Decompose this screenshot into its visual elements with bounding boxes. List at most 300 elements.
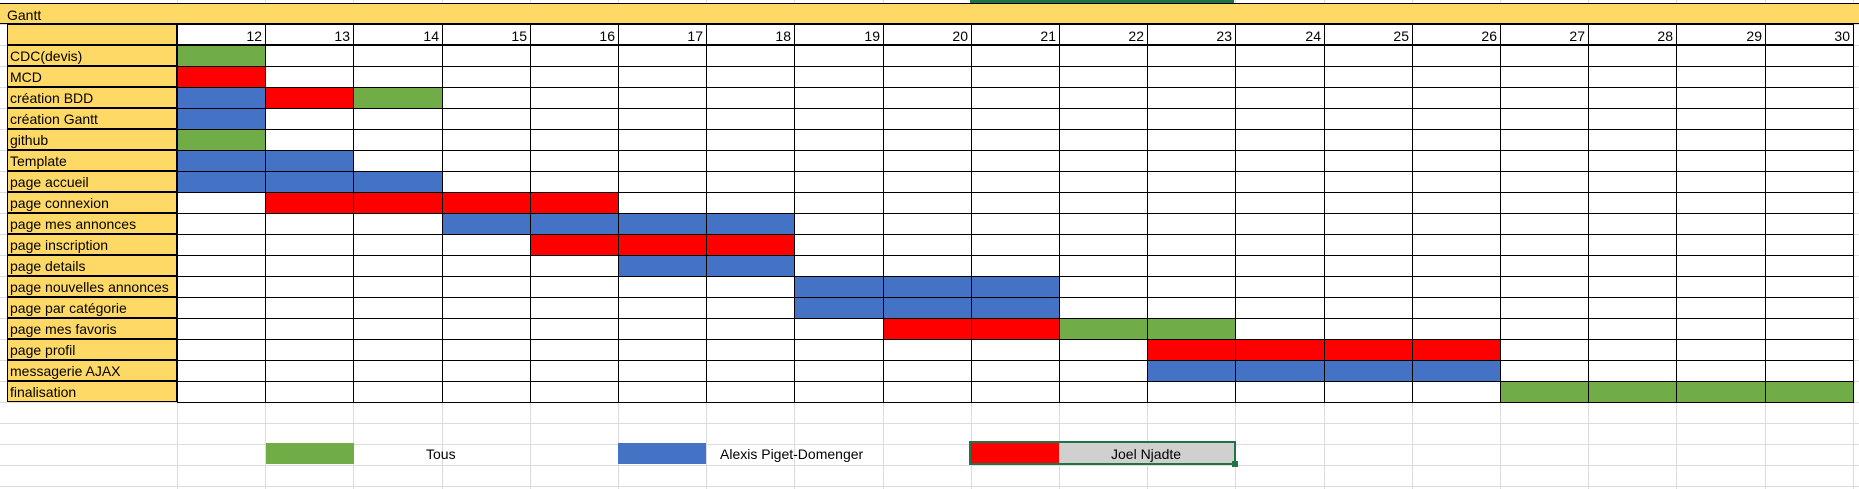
task-label-cell[interactable] [7, 192, 177, 213]
gantt-empty-cell[interactable] [1676, 213, 1766, 235]
day-header-25[interactable] [1324, 24, 1413, 45]
gantt-bar-cell[interactable] [618, 213, 707, 235]
gantt-empty-cell[interactable] [177, 318, 266, 340]
task-label-cell[interactable] [7, 339, 177, 360]
gantt-bar-cell[interactable] [706, 234, 795, 256]
gantt-empty-cell[interactable] [618, 108, 707, 130]
task-label-cell[interactable] [7, 318, 177, 339]
gantt-empty-cell[interactable] [1676, 276, 1766, 298]
gantt-empty-cell[interactable] [177, 234, 266, 256]
gantt-bar-cell[interactable] [177, 108, 266, 130]
gantt-empty-cell[interactable] [1588, 339, 1677, 361]
gantt-empty-cell[interactable] [1676, 87, 1766, 109]
gantt-empty-cell[interactable] [1324, 150, 1413, 172]
gantt-empty-cell[interactable] [1765, 66, 1854, 88]
gantt-empty-cell[interactable] [706, 360, 795, 382]
gantt-empty-cell[interactable] [706, 45, 795, 67]
gantt-empty-cell[interactable] [1500, 360, 1589, 382]
gantt-empty-cell[interactable] [442, 234, 531, 256]
gantt-empty-cell[interactable] [1676, 192, 1766, 214]
gantt-empty-cell[interactable] [1676, 255, 1766, 277]
gantt-empty-cell[interactable] [1059, 129, 1148, 151]
gantt-bar-cell[interactable] [618, 255, 707, 277]
gantt-empty-cell[interactable] [1676, 108, 1766, 130]
gantt-empty-cell[interactable] [706, 339, 795, 361]
gantt-empty-cell[interactable] [1765, 171, 1854, 193]
day-header-26[interactable] [1412, 24, 1501, 45]
gantt-empty-cell[interactable] [1324, 129, 1413, 151]
gantt-empty-cell[interactable] [1676, 360, 1766, 382]
gantt-empty-cell[interactable] [1500, 213, 1589, 235]
gantt-empty-cell[interactable] [442, 276, 531, 298]
gantt-empty-cell[interactable] [1235, 45, 1325, 67]
gantt-empty-cell[interactable] [706, 192, 795, 214]
gantt-empty-cell[interactable] [1412, 171, 1501, 193]
gantt-bar-cell[interactable] [1412, 339, 1501, 361]
gantt-empty-cell[interactable] [530, 129, 619, 151]
gantt-bar-cell[interactable] [1412, 360, 1501, 382]
gantt-empty-cell[interactable] [1588, 297, 1677, 319]
gantt-empty-cell[interactable] [1324, 171, 1413, 193]
gantt-empty-cell[interactable] [706, 108, 795, 130]
gantt-empty-cell[interactable] [1765, 318, 1854, 340]
gantt-bar-cell[interactable] [1147, 318, 1236, 340]
gantt-empty-cell[interactable] [442, 318, 531, 340]
gantt-empty-cell[interactable] [618, 360, 707, 382]
gantt-empty-cell[interactable] [794, 360, 884, 382]
gantt-empty-cell[interactable] [1147, 192, 1236, 214]
gantt-empty-cell[interactable] [618, 87, 707, 109]
gantt-empty-cell[interactable] [883, 171, 972, 193]
gantt-empty-cell[interactable] [618, 381, 707, 403]
gantt-empty-cell[interactable] [1765, 360, 1854, 382]
gantt-empty-cell[interactable] [1324, 108, 1413, 130]
task-label-cell[interactable] [7, 108, 177, 129]
gantt-empty-cell[interactable] [1235, 318, 1325, 340]
gantt-bar-cell[interactable] [1588, 381, 1677, 403]
gantt-bar-cell[interactable] [706, 213, 795, 235]
gantt-empty-cell[interactable] [265, 108, 354, 130]
gantt-empty-cell[interactable] [1412, 45, 1501, 67]
day-header-16[interactable] [530, 24, 619, 45]
gantt-empty-cell[interactable] [442, 129, 531, 151]
task-label-cell[interactable] [7, 297, 177, 318]
day-header-23[interactable] [1147, 24, 1236, 45]
gantt-empty-cell[interactable] [1059, 87, 1148, 109]
header-corner-cell[interactable] [7, 24, 177, 45]
gantt-empty-cell[interactable] [1147, 171, 1236, 193]
gantt-empty-cell[interactable] [1676, 45, 1766, 67]
gantt-bar-cell[interactable] [1147, 339, 1236, 361]
gantt-empty-cell[interactable] [1147, 276, 1236, 298]
gantt-empty-cell[interactable] [442, 297, 531, 319]
gantt-empty-cell[interactable] [353, 276, 443, 298]
gantt-empty-cell[interactable] [1765, 150, 1854, 172]
gantt-empty-cell[interactable] [530, 45, 619, 67]
gantt-empty-cell[interactable] [530, 87, 619, 109]
gantt-empty-cell[interactable] [794, 45, 884, 67]
gantt-empty-cell[interactable] [265, 45, 354, 67]
gantt-empty-cell[interactable] [971, 255, 1060, 277]
gantt-empty-cell[interactable] [706, 171, 795, 193]
gantt-empty-cell[interactable] [353, 108, 443, 130]
gantt-empty-cell[interactable] [1235, 171, 1325, 193]
gantt-bar-cell[interactable] [618, 234, 707, 256]
gantt-empty-cell[interactable] [1765, 87, 1854, 109]
gantt-empty-cell[interactable] [1235, 255, 1325, 277]
day-header-22[interactable] [1059, 24, 1148, 45]
gantt-empty-cell[interactable] [1500, 108, 1589, 130]
gantt-empty-cell[interactable] [794, 171, 884, 193]
gantt-empty-cell[interactable] [1235, 213, 1325, 235]
gantt-empty-cell[interactable] [1147, 381, 1236, 403]
gantt-empty-cell[interactable] [1059, 108, 1148, 130]
gantt-empty-cell[interactable] [353, 129, 443, 151]
gantt-empty-cell[interactable] [618, 66, 707, 88]
gantt-empty-cell[interactable] [1412, 66, 1501, 88]
gantt-empty-cell[interactable] [442, 66, 531, 88]
gantt-empty-cell[interactable] [442, 108, 531, 130]
gantt-bar-cell[interactable] [177, 87, 266, 109]
gantt-empty-cell[interactable] [706, 150, 795, 172]
gantt-empty-cell[interactable] [794, 318, 884, 340]
gantt-empty-cell[interactable] [883, 360, 972, 382]
day-header-13[interactable] [265, 24, 354, 45]
gantt-empty-cell[interactable] [1765, 276, 1854, 298]
gantt-empty-cell[interactable] [618, 129, 707, 151]
gantt-empty-cell[interactable] [177, 276, 266, 298]
gantt-empty-cell[interactable] [265, 129, 354, 151]
gantt-empty-cell[interactable] [1412, 87, 1501, 109]
gantt-empty-cell[interactable] [706, 297, 795, 319]
gantt-empty-cell[interactable] [971, 45, 1060, 67]
gantt-empty-cell[interactable] [442, 381, 531, 403]
gantt-empty-cell[interactable] [442, 360, 531, 382]
gantt-empty-cell[interactable] [177, 339, 266, 361]
task-label-cell[interactable] [7, 171, 177, 192]
gantt-empty-cell[interactable] [1676, 66, 1766, 88]
gantt-empty-cell[interactable] [1500, 276, 1589, 298]
gantt-empty-cell[interactable] [1059, 192, 1148, 214]
gantt-empty-cell[interactable] [1147, 87, 1236, 109]
gantt-bar-cell[interactable] [794, 297, 884, 319]
gantt-empty-cell[interactable] [442, 87, 531, 109]
gantt-empty-cell[interactable] [530, 276, 619, 298]
task-label-cell[interactable] [7, 381, 177, 402]
gantt-empty-cell[interactable] [794, 150, 884, 172]
gantt-empty-cell[interactable] [442, 45, 531, 67]
gantt-empty-cell[interactable] [1500, 87, 1589, 109]
gantt-empty-cell[interactable] [1500, 129, 1589, 151]
gantt-bar-cell[interactable] [177, 66, 266, 88]
day-header-30[interactable] [1765, 24, 1854, 45]
day-header-12[interactable] [177, 24, 266, 45]
gantt-empty-cell[interactable] [177, 192, 266, 214]
gantt-empty-cell[interactable] [883, 129, 972, 151]
gantt-empty-cell[interactable] [1324, 87, 1413, 109]
gantt-empty-cell[interactable] [1059, 381, 1148, 403]
gantt-empty-cell[interactable] [1412, 108, 1501, 130]
day-header-27[interactable] [1500, 24, 1589, 45]
gantt-empty-cell[interactable] [1412, 129, 1501, 151]
gantt-empty-cell[interactable] [1324, 234, 1413, 256]
gantt-empty-cell[interactable] [1059, 213, 1148, 235]
gantt-bar-cell[interactable] [1500, 381, 1589, 403]
day-header-20[interactable] [883, 24, 972, 45]
gantt-empty-cell[interactable] [794, 108, 884, 130]
gantt-empty-cell[interactable] [1412, 213, 1501, 235]
gantt-empty-cell[interactable] [1500, 66, 1589, 88]
gantt-empty-cell[interactable] [1059, 171, 1148, 193]
task-label-cell[interactable] [7, 360, 177, 381]
gantt-empty-cell[interactable] [1588, 108, 1677, 130]
gantt-empty-cell[interactable] [1765, 192, 1854, 214]
gantt-empty-cell[interactable] [265, 318, 354, 340]
gantt-empty-cell[interactable] [1676, 150, 1766, 172]
gantt-empty-cell[interactable] [265, 213, 354, 235]
task-label-cell[interactable] [7, 255, 177, 276]
gantt-bar-cell[interactable] [265, 192, 354, 214]
day-header-28[interactable] [1588, 24, 1677, 45]
gantt-empty-cell[interactable] [1765, 234, 1854, 256]
selected-cell-range[interactable] [969, 441, 1236, 465]
gantt-empty-cell[interactable] [1588, 255, 1677, 277]
day-header-15[interactable] [442, 24, 531, 45]
fill-handle[interactable] [1232, 461, 1238, 467]
gantt-empty-cell[interactable] [618, 276, 707, 298]
gantt-empty-cell[interactable] [1676, 129, 1766, 151]
gantt-empty-cell[interactable] [1412, 150, 1501, 172]
gantt-bar-cell[interactable] [883, 318, 972, 340]
gantt-empty-cell[interactable] [618, 339, 707, 361]
gantt-empty-cell[interactable] [883, 234, 972, 256]
gantt-bar-cell[interactable] [1324, 339, 1413, 361]
gantt-empty-cell[interactable] [353, 66, 443, 88]
gantt-empty-cell[interactable] [442, 339, 531, 361]
gantt-empty-cell[interactable] [618, 318, 707, 340]
gantt-bar-cell[interactable] [530, 234, 619, 256]
gantt-empty-cell[interactable] [265, 339, 354, 361]
gantt-empty-cell[interactable] [530, 255, 619, 277]
gantt-empty-cell[interactable] [265, 234, 354, 256]
gantt-bar-cell[interactable] [530, 213, 619, 235]
gantt-empty-cell[interactable] [353, 213, 443, 235]
gantt-empty-cell[interactable] [1059, 150, 1148, 172]
gantt-bar-cell[interactable] [971, 276, 1060, 298]
day-header-19[interactable] [794, 24, 884, 45]
gantt-empty-cell[interactable] [1500, 45, 1589, 67]
gantt-empty-cell[interactable] [1147, 45, 1236, 67]
gantt-empty-cell[interactable] [1235, 381, 1325, 403]
gantt-empty-cell[interactable] [1588, 192, 1677, 214]
day-header-18[interactable] [706, 24, 795, 45]
gantt-empty-cell[interactable] [971, 234, 1060, 256]
task-label-cell[interactable] [7, 276, 177, 297]
gantt-empty-cell[interactable] [1235, 66, 1325, 88]
gantt-empty-cell[interactable] [353, 297, 443, 319]
gantt-empty-cell[interactable] [971, 192, 1060, 214]
gantt-empty-cell[interactable] [1147, 66, 1236, 88]
gantt-empty-cell[interactable] [1059, 255, 1148, 277]
gantt-bar-cell[interactable] [1324, 360, 1413, 382]
gantt-empty-cell[interactable] [353, 150, 443, 172]
gantt-empty-cell[interactable] [971, 360, 1060, 382]
gantt-empty-cell[interactable] [1765, 129, 1854, 151]
gantt-bar-cell[interactable] [1676, 381, 1766, 403]
gantt-bar-cell[interactable] [883, 297, 972, 319]
gantt-empty-cell[interactable] [883, 150, 972, 172]
gantt-empty-cell[interactable] [971, 87, 1060, 109]
gantt-empty-cell[interactable] [1412, 381, 1501, 403]
gantt-empty-cell[interactable] [618, 45, 707, 67]
gantt-empty-cell[interactable] [353, 360, 443, 382]
gantt-empty-cell[interactable] [794, 66, 884, 88]
gantt-bar-cell[interactable] [353, 87, 443, 109]
gantt-empty-cell[interactable] [971, 171, 1060, 193]
gantt-empty-cell[interactable] [530, 297, 619, 319]
task-label-cell[interactable] [7, 234, 177, 255]
gantt-empty-cell[interactable] [353, 45, 443, 67]
gantt-empty-cell[interactable] [1412, 318, 1501, 340]
gantt-empty-cell[interactable] [1500, 192, 1589, 214]
gantt-empty-cell[interactable] [530, 339, 619, 361]
gantt-empty-cell[interactable] [1324, 276, 1413, 298]
gantt-empty-cell[interactable] [1147, 234, 1236, 256]
gantt-empty-cell[interactable] [1676, 297, 1766, 319]
gantt-empty-cell[interactable] [794, 381, 884, 403]
gantt-empty-cell[interactable] [618, 192, 707, 214]
day-header-29[interactable] [1676, 24, 1766, 45]
gantt-empty-cell[interactable] [177, 360, 266, 382]
day-header-24[interactable] [1235, 24, 1325, 45]
gantt-empty-cell[interactable] [618, 171, 707, 193]
gantt-empty-cell[interactable] [1235, 129, 1325, 151]
gantt-bar-cell[interactable] [883, 276, 972, 298]
gantt-empty-cell[interactable] [442, 171, 531, 193]
gantt-empty-cell[interactable] [1235, 108, 1325, 130]
gantt-empty-cell[interactable] [1765, 108, 1854, 130]
gantt-empty-cell[interactable] [618, 297, 707, 319]
gantt-empty-cell[interactable] [1588, 129, 1677, 151]
gantt-empty-cell[interactable] [1324, 297, 1413, 319]
gantt-title-row[interactable] [0, 3, 1859, 24]
gantt-bar-cell[interactable] [971, 297, 1060, 319]
gantt-empty-cell[interactable] [1324, 66, 1413, 88]
gantt-empty-cell[interactable] [1588, 171, 1677, 193]
gantt-empty-cell[interactable] [971, 381, 1060, 403]
gantt-empty-cell[interactable] [1235, 297, 1325, 319]
gantt-empty-cell[interactable] [1765, 255, 1854, 277]
gantt-empty-cell[interactable] [1324, 213, 1413, 235]
gantt-empty-cell[interactable] [1412, 192, 1501, 214]
gantt-empty-cell[interactable] [794, 339, 884, 361]
gantt-bar-cell[interactable] [265, 87, 354, 109]
gantt-empty-cell[interactable] [353, 234, 443, 256]
gantt-empty-cell[interactable] [1588, 276, 1677, 298]
legend-swatch-alexis[interactable] [618, 443, 706, 464]
gantt-empty-cell[interactable] [971, 129, 1060, 151]
gantt-empty-cell[interactable] [353, 255, 443, 277]
gantt-empty-cell[interactable] [883, 87, 972, 109]
task-label-cell[interactable] [7, 129, 177, 150]
gantt-empty-cell[interactable] [883, 381, 972, 403]
gantt-empty-cell[interactable] [794, 255, 884, 277]
gantt-empty-cell[interactable] [1235, 87, 1325, 109]
gantt-bar-cell[interactable] [177, 150, 266, 172]
gantt-empty-cell[interactable] [265, 255, 354, 277]
gantt-empty-cell[interactable] [706, 129, 795, 151]
gantt-bar-cell[interactable] [1235, 339, 1325, 361]
gantt-empty-cell[interactable] [265, 66, 354, 88]
gantt-empty-cell[interactable] [1059, 234, 1148, 256]
gantt-empty-cell[interactable] [1235, 234, 1325, 256]
gantt-empty-cell[interactable] [883, 66, 972, 88]
gantt-empty-cell[interactable] [442, 150, 531, 172]
gantt-empty-cell[interactable] [1588, 213, 1677, 235]
gantt-bar-cell[interactable] [971, 318, 1060, 340]
gantt-empty-cell[interactable] [618, 150, 707, 172]
gantt-empty-cell[interactable] [1588, 45, 1677, 67]
gantt-empty-cell[interactable] [1765, 213, 1854, 235]
gantt-bar-cell[interactable] [353, 171, 443, 193]
gantt-empty-cell[interactable] [1059, 276, 1148, 298]
gantt-empty-cell[interactable] [883, 339, 972, 361]
gantt-empty-cell[interactable] [1588, 360, 1677, 382]
gantt-empty-cell[interactable] [1147, 255, 1236, 277]
gantt-empty-cell[interactable] [1500, 234, 1589, 256]
gantt-empty-cell[interactable] [1059, 360, 1148, 382]
gantt-bar-cell[interactable] [1147, 360, 1236, 382]
gantt-empty-cell[interactable] [706, 318, 795, 340]
task-label-cell[interactable] [7, 87, 177, 108]
gantt-empty-cell[interactable] [1059, 339, 1148, 361]
gantt-bar-cell[interactable] [265, 171, 354, 193]
gantt-empty-cell[interactable] [1588, 66, 1677, 88]
task-label-cell[interactable] [7, 45, 177, 66]
gantt-empty-cell[interactable] [1059, 45, 1148, 67]
gantt-empty-cell[interactable] [1324, 255, 1413, 277]
gantt-empty-cell[interactable] [971, 339, 1060, 361]
gantt-empty-cell[interactable] [1324, 45, 1413, 67]
gantt-empty-cell[interactable] [1412, 297, 1501, 319]
legend-label-joel[interactable]: Joel Njadte [1111, 446, 1182, 462]
gantt-empty-cell[interactable] [1676, 171, 1766, 193]
gantt-empty-cell[interactable] [883, 213, 972, 235]
gantt-bar-cell[interactable] [1765, 381, 1854, 403]
gantt-empty-cell[interactable] [1676, 318, 1766, 340]
gantt-empty-cell[interactable] [1235, 150, 1325, 172]
gantt-empty-cell[interactable] [1412, 276, 1501, 298]
gantt-empty-cell[interactable] [794, 192, 884, 214]
gantt-empty-cell[interactable] [883, 192, 972, 214]
gantt-bar-cell[interactable] [442, 192, 531, 214]
gantt-bar-cell[interactable] [794, 276, 884, 298]
gantt-empty-cell[interactable] [1059, 297, 1148, 319]
gantt-empty-cell[interactable] [177, 297, 266, 319]
gantt-bar-cell[interactable] [353, 192, 443, 214]
gantt-empty-cell[interactable] [1147, 108, 1236, 130]
gantt-empty-cell[interactable] [1500, 171, 1589, 193]
day-header-21[interactable] [971, 24, 1060, 45]
gantt-empty-cell[interactable] [177, 255, 266, 277]
gantt-empty-cell[interactable] [530, 66, 619, 88]
gantt-empty-cell[interactable] [1235, 192, 1325, 214]
task-label-cell[interactable] [7, 66, 177, 87]
gantt-empty-cell[interactable] [1676, 339, 1766, 361]
gantt-empty-cell[interactable] [1676, 234, 1766, 256]
gantt-empty-cell[interactable] [1324, 381, 1413, 403]
gantt-empty-cell[interactable] [1500, 297, 1589, 319]
